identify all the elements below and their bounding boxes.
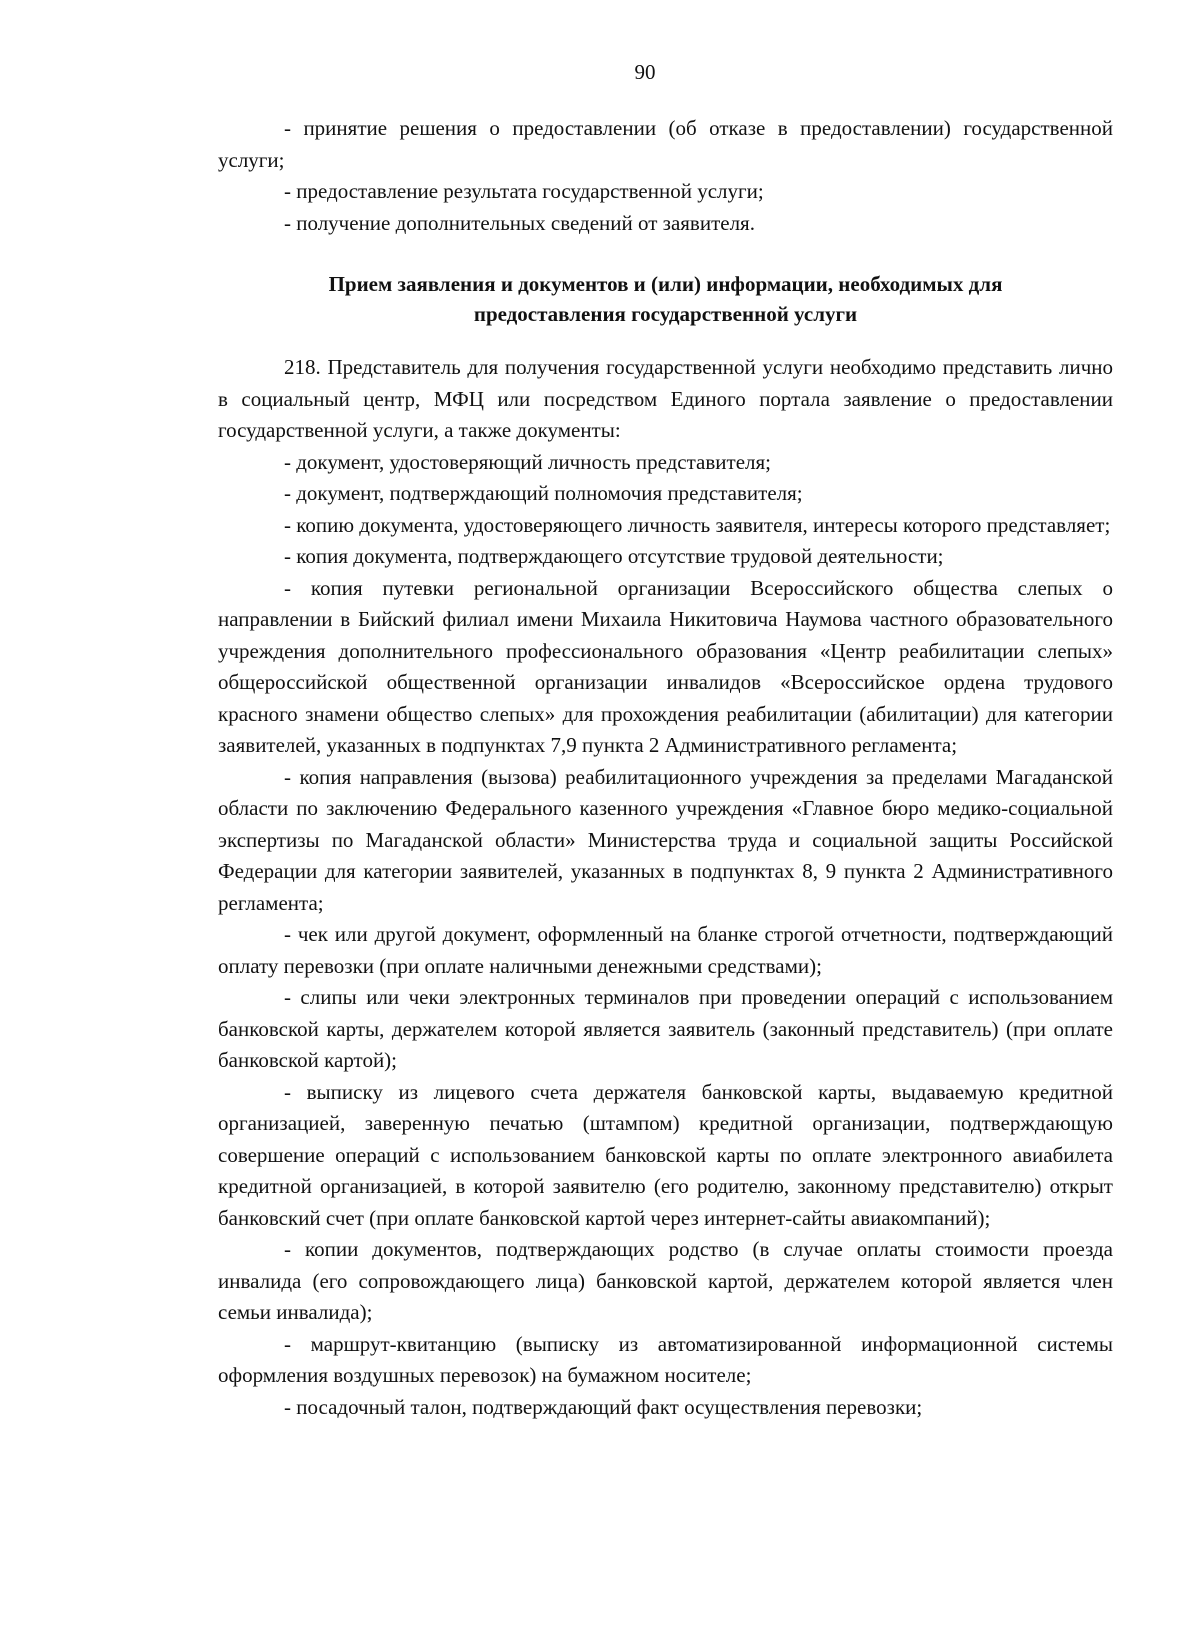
list-item: - маршрут-квитанцию (выписку из автоматизированной информационной системы оформления воздушных перевозок) на бумажном носителе; (218, 1331, 1113, 1387)
list-item: - документ, удостоверяющий личность представителя; (284, 449, 771, 474)
list-item: - слипы или чеки электронных терминалов при проведении операций с использованием банковской карты, держателем которой является заявитель (законный представитель) (при оплате банковской картой); (218, 985, 1113, 1072)
list-item: - копии документов, подтверждающих родство (в случае оплаты стоимости проезда инвалида (его сопровождающего лица) банковской картой, держателем которой является член семьи инвалида); (218, 1237, 1113, 1324)
list-item: - копию документа, удостоверяющего личность заявителя, интересы которого представляет; (284, 512, 1111, 537)
section-heading-line-2: предоставления государственной услуги (473, 302, 858, 326)
list-item: - копия путевки региональной организации Всероссийского общества слепых о направлении в Бийский филиал имени Михаила Никитовича Наумова частного образовательного учреждения дополнительного профессионального образования «Центр реабилитации слепых» общероссийской общественной организации инвалидов «Всероссийское ордена трудового красного знамени общество слепых» для прохождения реабилитации (абилитации) для категории заявителей, указанных в подпунктах 7,9 пункта 2 Административного регламента; (218, 575, 1113, 757)
intro-item-result: - предоставление результата государственной услуги; (284, 179, 764, 203)
paragraph-218: 218. Представитель для получения государственной услуги необходимо представить лично в социальный центр, МФЦ или посредством Единого портала заявление о предоставлении государственной услуги, а также документы: (218, 355, 1113, 442)
list-item: - документ, подтверждающий полномочия представителя; (284, 481, 803, 505)
document-body (218, 113, 1113, 1423)
section-heading-line-1: Прием заявления и документов и (или) информации, необходимых для (328, 272, 1003, 296)
list-item: - копия документа, подтверждающего отсутствие трудовой деятельности; (284, 544, 944, 568)
list-item: - выписку из лицевого счета держателя банковской карты, выдаваемую кредитной организацией, заверенную печатью (штампом) кредитной организации, подтверждающую совершение операций с использованием банковской карты по оплате электронного авиабилета кредитной организацией, в которой заявителю (его родителю, законному представителю) открыт банковский счет (при оплате банковской картой через интернет-сайты авиакомпаний); (218, 1079, 1113, 1230)
intro-item-additional-info: - получение дополнительных сведений от заявителя. (284, 210, 755, 235)
section-heading (218, 269, 1113, 329)
page-number: 90 (634, 60, 656, 84)
list-item: - чек или другой документ, оформленный на бланке строгой отчетности, подтверждающий оплату перевозки (при оплате наличными денежными средствами); (218, 922, 1113, 978)
list-item: - копия направления (вызова) реабилитационного учреждения за пределами Магаданской области по заключению Федерального казенного учреждения «Главное бюро медико-социальной экспертизы по Магаданской области» Министерства труда и социальной защиты Российской Федерации для категории заявителей, указанных в подпунктах 8, 9 пункта 2 Административного регламента; (218, 764, 1113, 915)
list-item: - посадочный талон, подтверждающий факт осуществления перевозки; (284, 1394, 923, 1419)
intro-item-decision: - принятие решения о предоставлении (об отказе в предоставлении) государственной услуги; (218, 116, 1113, 172)
